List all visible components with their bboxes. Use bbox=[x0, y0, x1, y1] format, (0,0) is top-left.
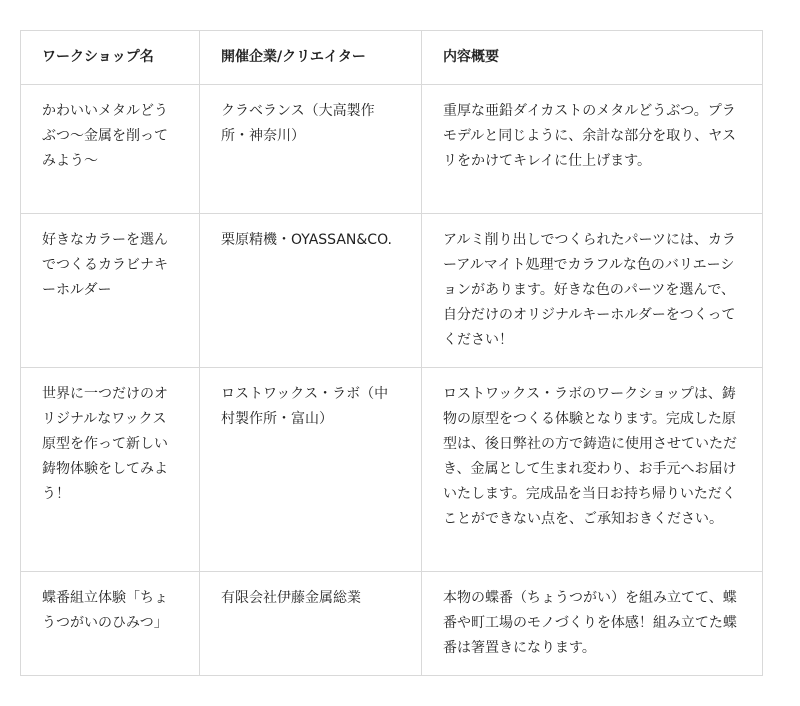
header-summary: 内容概要 bbox=[422, 31, 763, 85]
cell-organizer: クラベランス（大高製作所・神奈川） bbox=[200, 85, 422, 214]
header-workshop-name: ワークショップ名 bbox=[21, 31, 200, 85]
cell-summary: ロストワックス・ラボのワークショップは、鋳物の原型をつくる体験となります。完成した原型は、後日弊社の方で鋳造に使用させていただき、金属として生まれ変わり、お手元へお届けいたします。完成品を当日お持ち帰りいただくことができない点を、ご承知おきください。 bbox=[422, 368, 763, 572]
cell-workshop-name: かわいいメタルどうぶつ〜金属を削ってみよう〜 bbox=[21, 85, 200, 214]
header-organizer: 開催企業/クリエイター bbox=[200, 31, 422, 85]
cell-summary: 本物の蝶番（ちょうつがい）を組み立てて、蝶番や町工場のモノづくりを体感！組み立てた蝶番は箸置きになります。 bbox=[422, 572, 763, 676]
cell-workshop-name: 世界に一つだけのオリジナルなワックス原型を作って新しい鋳物体験をしてみよう！ bbox=[21, 368, 200, 572]
table-row bbox=[21, 368, 763, 572]
cell-workshop-name: 蝶番組立体験「ちょうつがいのひみつ」 bbox=[21, 572, 200, 676]
cell-summary: 重厚な亜鉛ダイカストのメタルどうぶつ。プラモデルと同じように、余計な部分を取り、ヤスリをかけてキレイに仕上げます。 bbox=[422, 85, 763, 214]
cell-organizer: 有限会社伊藤金属総業 bbox=[200, 572, 422, 676]
table-row bbox=[21, 214, 763, 368]
cell-workshop-name: 好きなカラーを選んでつくるカラビナキーホルダー bbox=[21, 214, 200, 368]
cell-organizer: ロストワックス・ラボ（中村製作所・富山） bbox=[200, 368, 422, 572]
workshop-table bbox=[20, 30, 763, 676]
table-row bbox=[21, 572, 763, 676]
table-row bbox=[21, 85, 763, 214]
table-header-row bbox=[21, 31, 763, 85]
cell-organizer: 栗原精機・OYASSAN&CO. bbox=[200, 214, 422, 368]
cell-summary: アルミ削り出しでつくられたパーツには、カラーアルマイト処理でカラフルな色のバリエーションがあります。好きな色のパーツを選んで、自分だけのオリジナルキーホルダーをつくってください！ bbox=[422, 214, 763, 368]
